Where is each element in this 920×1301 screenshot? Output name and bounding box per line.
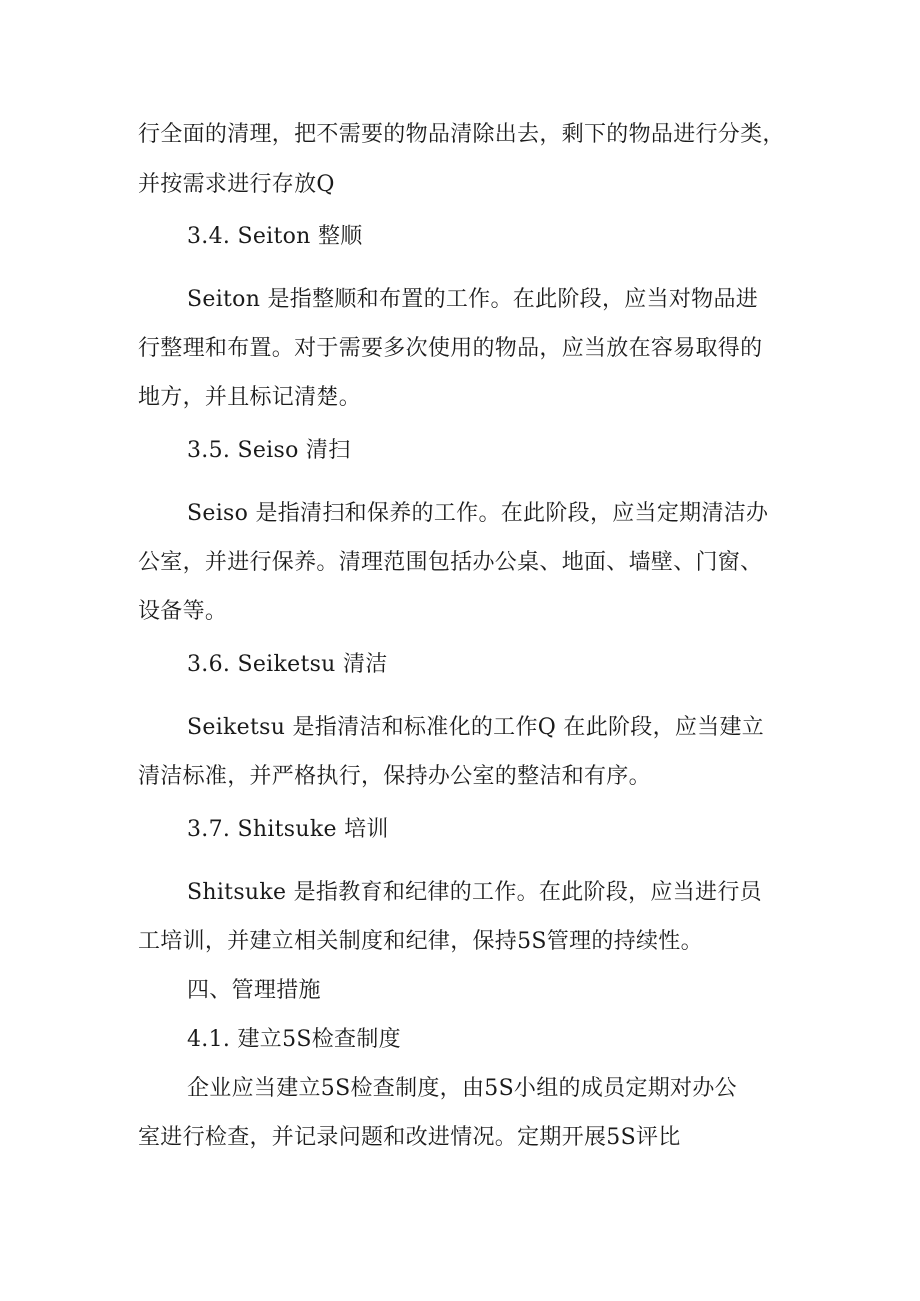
- chapter-heading-4: 四、管理措施: [187, 978, 321, 1003]
- paragraph-line: Shitsuke 是指教育和纪律的工作。在此阶段，应当进行员: [187, 880, 762, 905]
- section-heading-3-7: 3.7. Shitsuke 培训: [187, 817, 389, 842]
- paragraph-line: 设备等。: [138, 599, 228, 624]
- paragraph-line: 清洁标准，并严格执行，保持办公室的整洁和有序。: [138, 764, 651, 789]
- paragraph-line: 并按需求进行存放Q: [138, 172, 335, 197]
- paragraph-line: Seiso 是指清扫和保养的工作。在此阶段，应当定期清洁办: [187, 501, 769, 526]
- paragraph-line: 企业应当建立5S检查制度，由5S小组的成员定期对办公: [187, 1076, 737, 1101]
- section-heading-3-5: 3.5. Seiso 清扫: [187, 438, 351, 463]
- paragraph-line: 公室，并进行保养。清理范围包括办公桌、地面、墙壁、门窗、: [138, 550, 763, 575]
- paragraph-line: 地方，并且标记清楚。: [138, 385, 362, 410]
- paragraph-line: 行全面的清理，把不需要的物品清除出去，剩下的物品进行分类，: [138, 122, 785, 147]
- paragraph-line: 工培训，并建立相关制度和纪律，保持5S管理的持续性。: [138, 929, 703, 954]
- section-heading-4-1: 4.1. 建立5S检查制度: [187, 1027, 401, 1052]
- section-heading-3-6: 3.6. Seiketsu 清洁: [187, 652, 388, 677]
- section-heading-3-4: 3.4. Seiton 整顺: [187, 224, 363, 249]
- paragraph-line: Seiketsu 是指清洁和标准化的工作Q 在此阶段，应当建立: [187, 715, 765, 740]
- paragraph-line: 室进行检查，并记录问题和改进情况。定期开展5S评比: [138, 1125, 681, 1150]
- paragraph-line: Seiton 是指整顺和布置的工作。在此阶段，应当对物品进: [187, 287, 759, 312]
- paragraph-line: 行整理和布置。对于需要多次使用的物品，应当放在容易取得的: [138, 336, 763, 361]
